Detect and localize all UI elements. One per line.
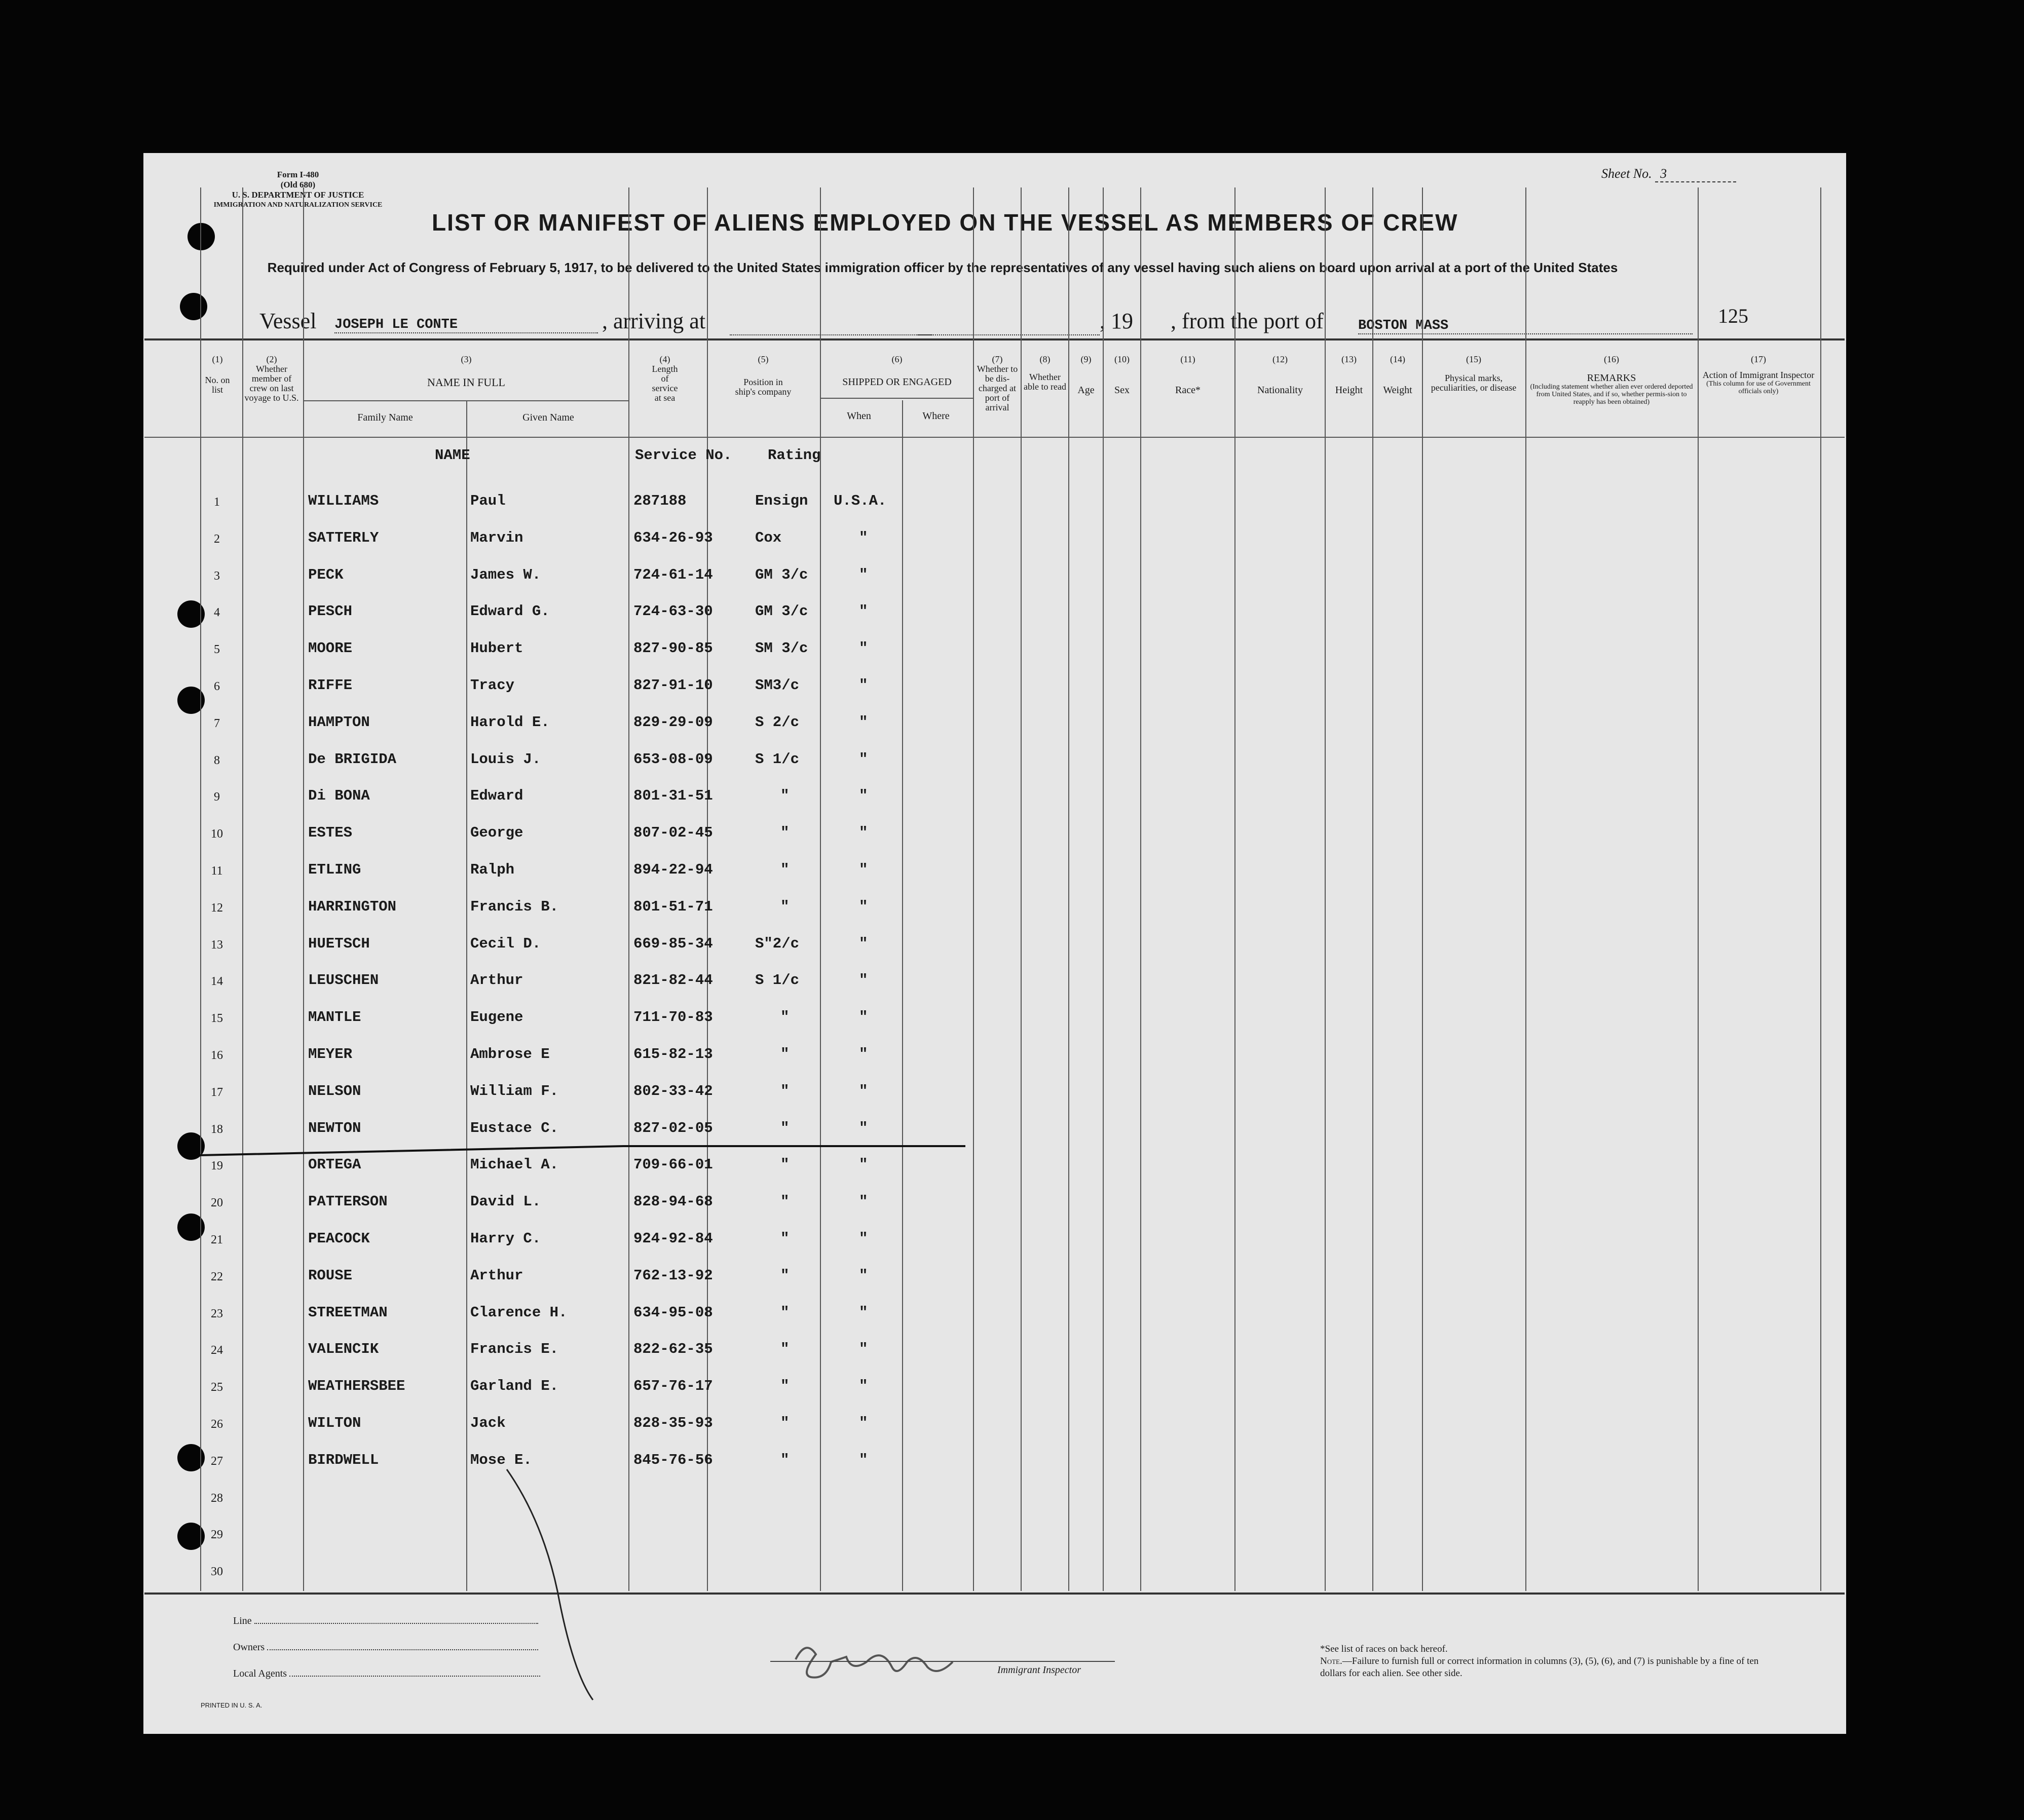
shipped-when: " (859, 566, 868, 583)
family-name: HARRINGTON (308, 898, 397, 915)
col16-subtitle: (Including statement whether alien ever ordered deported from United States, and if so, whether permis-sion to reapply has been obtained) (1530, 383, 1693, 406)
family-name: PATTERSON (308, 1193, 388, 1210)
given-name: Arthur (470, 1267, 523, 1284)
family-name-header: Family Name (357, 412, 413, 423)
rating: S 2/c (755, 714, 800, 731)
given-name: David L. (470, 1193, 541, 1210)
rating: " (780, 1193, 790, 1210)
col16-title: REMARKS (1587, 372, 1636, 384)
col7-title: Whether to be dis-charged at port of arrival (977, 364, 1018, 412)
where-header: Where (922, 410, 950, 422)
typed-service-header: Service No. (635, 447, 732, 464)
shipped-when: " (859, 603, 868, 620)
given-name: Arthur (470, 972, 523, 989)
service-number: 807-02-45 (633, 824, 713, 841)
shipped-when: " (859, 898, 868, 915)
inspector-signature (796, 1648, 953, 1677)
family-name: NELSON (308, 1083, 361, 1099)
given-name: James W. (470, 566, 541, 583)
shipped-when: " (859, 1156, 868, 1173)
given-name: Hubert (470, 640, 523, 657)
service-number: 615-82-13 (633, 1046, 713, 1063)
service-number: 762-13-92 (633, 1267, 713, 1284)
shipped-when: U.S.A. (834, 492, 887, 509)
owners-label-text: Owners (233, 1642, 265, 1653)
col7-number: (7) (992, 354, 1003, 364)
given-name-header: Given Name (522, 412, 574, 423)
row-number: 19 (211, 1159, 223, 1172)
rating: " (780, 1120, 790, 1136)
service-number: 821-82-44 (633, 972, 713, 989)
col11-title: Race* (1175, 385, 1201, 396)
service-number: 828-94-68 (633, 1193, 713, 1210)
given-name: Eugene (470, 1009, 523, 1026)
service-number: 634-95-08 (633, 1304, 713, 1321)
given-name: William F. (470, 1083, 559, 1099)
line-label-text: Line (233, 1615, 252, 1626)
row-number: 7 (214, 717, 220, 730)
rating: S 1/c (755, 751, 800, 768)
given-name: Edward G. (470, 603, 550, 620)
family-name: PEACOCK (308, 1230, 370, 1247)
row-number: 23 (211, 1307, 223, 1320)
family-name: STREETMAN (308, 1304, 388, 1321)
rating: Ensign (755, 492, 808, 509)
note-label: Note. (1320, 1656, 1342, 1666)
typed-name-header: NAME (435, 447, 470, 464)
given-name: Garland E. (470, 1378, 559, 1394)
service-number: 669-85-34 (633, 935, 713, 952)
family-name: NEWTON (308, 1120, 361, 1136)
col13-title: Height (1335, 385, 1363, 396)
col17-subtitle: (This column for use of Government officials only) (1706, 380, 1811, 395)
shipped-when: " (859, 935, 868, 952)
shipped-when: " (859, 972, 868, 989)
service-number: 845-76-56 (633, 1452, 713, 1468)
page-title: LIST OR MANIFEST OF ALIENS EMPLOYED ON THE VESSEL AS MEMBERS OF CREW (432, 209, 1458, 236)
col6-number: (6) (891, 354, 903, 364)
agents-field[interactable] (289, 1676, 540, 1677)
rating: " (780, 1415, 790, 1431)
rating: GM 3/c (755, 566, 808, 583)
row-number: 30 (211, 1565, 223, 1578)
sheet-value: 3 (1655, 166, 1736, 182)
col3-title: NAME IN FULL (427, 376, 505, 389)
col10-title: Sex (1114, 385, 1130, 396)
shipped-when: " (859, 1452, 868, 1468)
col17-number: (17) (1751, 354, 1766, 364)
form-number: Form I-480 (277, 170, 319, 179)
family-name: ROUSE (308, 1267, 353, 1284)
rating: " (780, 787, 790, 804)
given-name: Clarence H. (470, 1304, 568, 1321)
department: U. S. DEPARTMENT OF JUSTICE (232, 190, 364, 200)
col8-number: (8) (1039, 354, 1051, 364)
shipped-when: " (859, 1193, 868, 1210)
row-number: 20 (211, 1196, 223, 1209)
shipped-when: " (859, 1046, 868, 1063)
shipped-when: " (859, 1378, 868, 1394)
service-name: IMMIGRATION AND NATURALIZATION SERVICE (213, 201, 383, 209)
printed-in-usa: PRINTED IN U. S. A. (201, 1701, 263, 1709)
row-number: 16 (211, 1049, 223, 1062)
row-number: 29 (211, 1528, 223, 1541)
shipped-when: " (859, 861, 868, 878)
from-port-label: , from the port of (1171, 309, 1324, 333)
rating: " (780, 1230, 790, 1247)
rating: Cox (755, 529, 782, 546)
shipped-when: " (859, 824, 868, 841)
line-field[interactable] (254, 1623, 538, 1624)
shipped-when: " (859, 751, 868, 768)
service-number: 724-63-30 (633, 603, 713, 620)
given-name: Mose E. (470, 1452, 532, 1468)
row-number: 18 (211, 1123, 223, 1136)
col2-number: (2) (266, 354, 277, 364)
family-name: ETLING (308, 861, 361, 878)
service-number: 828-35-93 (633, 1415, 713, 1431)
page-number: 125 (1718, 305, 1748, 327)
service-number: 822-62-35 (633, 1341, 713, 1357)
row-number: 6 (214, 680, 220, 693)
col15-title: Physical marks, peculiarities, or disease (1431, 373, 1517, 393)
col17-title: Action of Immigrant Inspector (1702, 370, 1815, 380)
given-name: Michael A. (470, 1156, 559, 1173)
col5-number: (5) (758, 354, 769, 364)
shipped-when: " (859, 640, 868, 657)
row-number: 10 (211, 827, 223, 841)
row-number: 15 (211, 1012, 223, 1025)
service-number: 827-90-85 (633, 640, 713, 657)
when-header: When (847, 410, 871, 422)
family-name: MOORE (308, 640, 353, 657)
service-number: 634-26-93 (633, 529, 713, 546)
shipped-when: " (859, 529, 868, 546)
rating: S 1/c (755, 972, 800, 989)
row-number: 21 (211, 1233, 223, 1246)
col3-number: (3) (461, 354, 472, 364)
col5-title: Position in ship's company (735, 377, 792, 397)
family-name: Di BONA (308, 787, 370, 804)
given-name: Ambrose E (470, 1046, 550, 1063)
family-name: De BRIGIDA (308, 751, 397, 768)
given-name: Louis J. (470, 751, 541, 768)
shipped-when: " (859, 1083, 868, 1099)
arriving-label: , arriving at (602, 309, 706, 333)
col2-title: Whether member of crew on last voyage to U.S. (244, 364, 299, 403)
col9-number: (9) (1080, 354, 1092, 364)
service-number: 709-66-01 (633, 1156, 713, 1173)
row-number: 3 (214, 570, 220, 583)
shipped-when: " (859, 1230, 868, 1247)
col12-title: Nationality (1257, 385, 1303, 396)
service-number: 924-92-84 (633, 1230, 713, 1247)
family-name: LEUSCHEN (308, 972, 379, 989)
given-name: Ralph (470, 861, 515, 878)
agents-label (233, 1668, 540, 1680)
col16-number: (16) (1604, 354, 1619, 364)
row-number: 2 (214, 533, 220, 546)
agents-label-text: Local Agents (233, 1668, 287, 1679)
col4-title: Length of service at sea (652, 364, 678, 403)
vessel-label: Vessel (259, 309, 317, 333)
shipped-when: " (859, 1415, 868, 1431)
col9-title: Age (1077, 385, 1095, 396)
rating: " (780, 898, 790, 915)
row-number: 11 (211, 864, 223, 878)
row-number: 17 (211, 1086, 223, 1099)
shipped-when: " (859, 677, 868, 694)
inspector-label: Immigrant Inspector (997, 1664, 1081, 1676)
family-name: PESCH (308, 603, 353, 620)
col6-title: SHIPPED OR ENGAGED (842, 376, 952, 388)
row-number: 28 (211, 1492, 223, 1505)
col1-title: No. on list (205, 375, 230, 395)
service-number: 802-33-42 (633, 1083, 713, 1099)
service-number: 711-70-83 (633, 1009, 713, 1026)
service-number: 657-76-17 (633, 1378, 713, 1394)
service-number: 287188 (633, 492, 687, 509)
given-name: Tracy (470, 677, 515, 694)
service-number: 829-29-09 (633, 714, 713, 731)
service-number: 827-91-10 (633, 677, 713, 694)
rating: " (780, 861, 790, 878)
races-note: *See list of races on back hereof. (1320, 1644, 1448, 1654)
rating: SM3/c (755, 677, 800, 694)
given-name: Jack (470, 1415, 506, 1431)
family-name: SATTERLY (308, 529, 379, 546)
service-number: 724-61-14 (633, 566, 713, 583)
row-number: 4 (214, 606, 220, 619)
rating: " (780, 1378, 790, 1394)
requirement-text: Required under Act of Congress of February 5, 1917, to be delivered to the United States immigration officer by the representatives of any vessel having such aliens on board upon arrival at a port of the United States (267, 260, 1618, 275)
family-name: WEATHERSBEE (308, 1378, 405, 1394)
family-name: WILLIAMS (308, 492, 379, 509)
row-number: 27 (211, 1455, 223, 1468)
family-name: RIFFE (308, 677, 353, 694)
rating: " (780, 1267, 790, 1284)
given-name: Edward (470, 787, 523, 804)
col11-number: (11) (1180, 354, 1195, 364)
given-name: Marvin (470, 529, 523, 546)
row-number: 8 (214, 754, 220, 767)
row-number: 26 (211, 1418, 223, 1431)
sheet-label: Sheet No. (1601, 166, 1652, 181)
row-number: 24 (211, 1344, 223, 1357)
rating: " (780, 824, 790, 841)
col13-number: (13) (1341, 354, 1357, 364)
vessel-name: JOSEPH LE CONTE (334, 317, 598, 333)
rating: " (780, 1009, 790, 1026)
service-number: 801-31-51 (633, 787, 713, 804)
shipped-when: " (859, 1120, 868, 1136)
family-name: VALENCIK (308, 1341, 379, 1357)
typed-rating-header: Rating (768, 447, 821, 464)
port-name: BOSTON MASS (1358, 318, 1693, 334)
family-name: MEYER (308, 1046, 353, 1063)
service-number: 653-08-09 (633, 751, 713, 768)
col8-title: Whether able to read (1024, 372, 1066, 392)
given-name: Harold E. (470, 714, 550, 731)
rating: " (780, 1452, 790, 1468)
shipped-when: " (859, 1009, 868, 1026)
rating: " (780, 1046, 790, 1063)
family-name: WILTON (308, 1415, 361, 1431)
service-number: 827-02-05 (633, 1120, 713, 1136)
row-number: 9 (214, 790, 220, 804)
row-number: 1 (214, 496, 220, 509)
rating: GM 3/c (755, 603, 808, 620)
family-name: HAMPTON (308, 714, 370, 731)
inspector-signature-line (770, 1661, 1115, 1662)
given-name: George (470, 824, 523, 841)
service-number: 894-22-94 (633, 861, 713, 878)
row-number: 12 (211, 901, 223, 915)
pen-bracket-line (507, 1469, 593, 1700)
row-number: 22 (211, 1270, 223, 1283)
rating: " (780, 1304, 790, 1321)
given-name: Paul (470, 492, 506, 509)
year-label: , 19 (1100, 309, 1133, 333)
given-name: Francis B. (470, 898, 559, 915)
rating: " (780, 1083, 790, 1099)
given-name: Eustace C. (470, 1120, 559, 1136)
given-name: Harry C. (470, 1230, 541, 1247)
col10-number: (10) (1114, 354, 1130, 364)
col1-number: (1) (212, 354, 223, 364)
line-label (233, 1615, 538, 1627)
given-name: Cecil D. (470, 935, 541, 952)
col14-number: (14) (1390, 354, 1405, 364)
note-text: —Failure to furnish full or correct information in columns (3), (5), (6), and (7) is punishable by a fine of ten dollars for each alien. See other side. (1320, 1656, 1759, 1679)
family-name: BIRDWELL (308, 1452, 379, 1468)
form-old-number: (Old 680) (280, 180, 316, 189)
family-name: MANTLE (308, 1009, 361, 1026)
service-number: 801-51-71 (633, 898, 713, 915)
family-name: HUETSCH (308, 935, 370, 952)
shipped-when: " (859, 714, 868, 731)
fine-note (1320, 1655, 1766, 1680)
shipped-when: " (859, 1267, 868, 1284)
shipped-when: " (859, 787, 868, 804)
given-name: Francis E. (470, 1341, 559, 1357)
strike-through-line (200, 1146, 965, 1155)
rating: " (780, 1341, 790, 1357)
rating: SM 3/c (755, 640, 808, 657)
owners-label (233, 1642, 538, 1653)
row-number: 14 (211, 975, 223, 988)
family-name: PECK (308, 566, 344, 583)
rating: S"2/c (755, 935, 800, 952)
family-name: ORTEGA (308, 1156, 361, 1173)
row-number: 13 (211, 938, 223, 952)
col14-title: Weight (1383, 385, 1412, 396)
row-number: 25 (211, 1381, 223, 1394)
col12-number: (12) (1272, 354, 1288, 364)
shipped-when: " (859, 1304, 868, 1321)
col15-number: (15) (1466, 354, 1481, 364)
family-name: ESTES (308, 824, 353, 841)
owners-field[interactable] (267, 1649, 538, 1650)
shipped-when: " (859, 1341, 868, 1357)
rating: " (780, 1156, 790, 1173)
col4-number: (4) (659, 354, 670, 364)
row-number: 5 (214, 643, 220, 656)
